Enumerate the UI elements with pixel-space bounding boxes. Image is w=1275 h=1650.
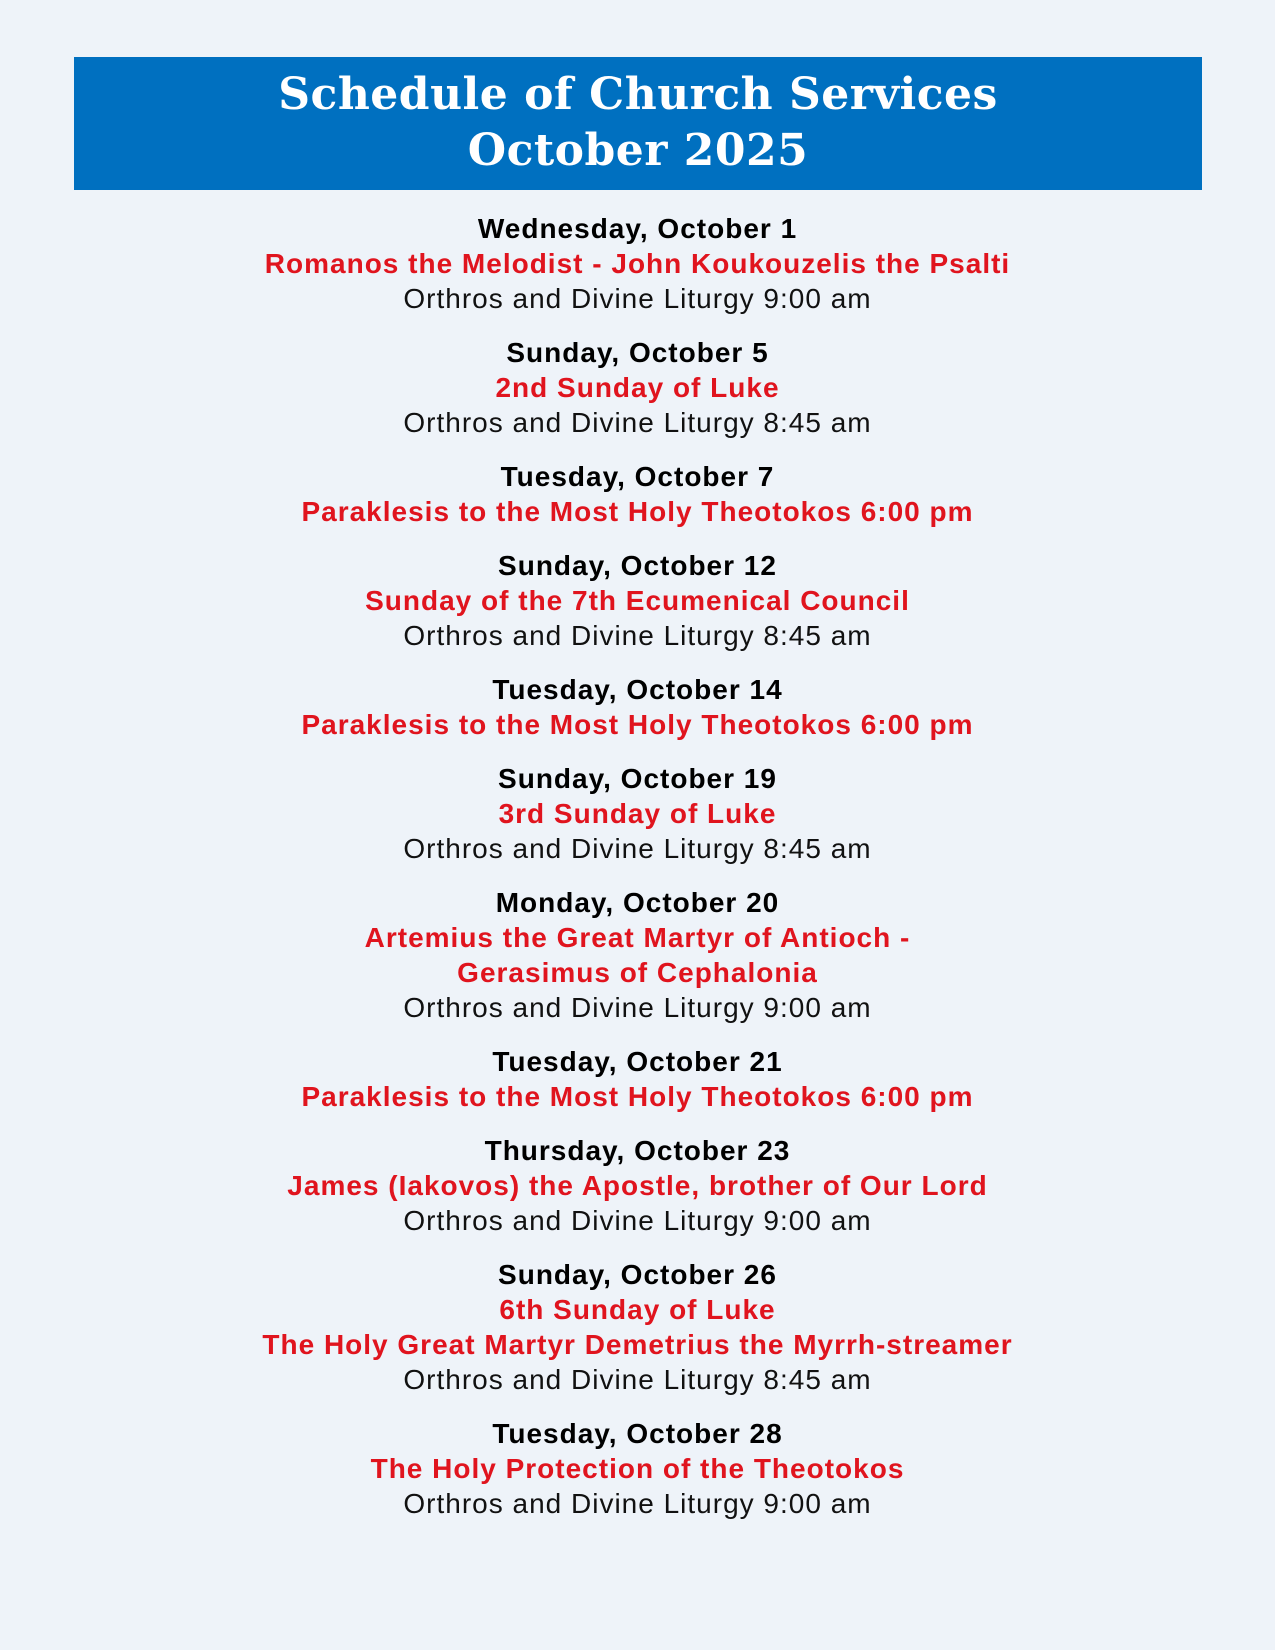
entry-date: Thursday, October 23 <box>484 1135 791 1166</box>
entry-service-time: Orthros and Divine Liturgy 8:45 am <box>403 1364 872 1395</box>
header-banner <box>74 57 1202 190</box>
entry-date: Sunday, October 5 <box>506 337 769 368</box>
entry-service-time: Orthros and Divine Liturgy 9:00 am <box>403 1205 872 1236</box>
entry-date: Monday, October 20 <box>495 887 780 918</box>
entry-feast: 2nd Sunday of Luke <box>495 372 780 403</box>
entry-service-time: Orthros and Divine Liturgy 8:45 am <box>403 833 872 864</box>
entry-date: Tuesday, October 28 <box>492 1418 783 1449</box>
entry-service-time: Orthros and Divine Liturgy 8:45 am <box>403 620 872 651</box>
schedule-entry <box>0 1044 1275 1114</box>
schedule-entry <box>0 761 1275 866</box>
entry-feast: Sunday of the 7th Ecumenical Council <box>365 585 910 616</box>
entry-feast: Romanos the Melodist - John Koukouzelis the Psalti <box>264 248 1011 279</box>
entry-date: Tuesday, October 21 <box>492 1046 783 1077</box>
page-title: Schedule of Church Services <box>278 69 998 120</box>
entry-feast: 3rd Sunday of Luke <box>498 798 777 829</box>
entry-date: Tuesday, October 14 <box>492 674 783 705</box>
entry-service-time: Orthros and Divine Liturgy 9:00 am <box>403 992 872 1023</box>
entry-feast: Artemius the Great Martyr of Antioch - <box>364 922 911 953</box>
entry-date: Tuesday, October 7 <box>500 461 775 492</box>
schedule-entry <box>0 885 1275 1025</box>
schedule-entry <box>0 211 1275 316</box>
schedule-entry <box>0 1416 1275 1521</box>
entry-date: Sunday, October 26 <box>498 1259 777 1290</box>
entry-feast: Paraklesis to the Most Holy Theotokos 6:00 pm <box>301 496 974 527</box>
entry-feast: Gerasimus of Cephalonia <box>457 957 818 988</box>
entry-feast: James (Iakovos) the Apostle, brother of Our Lord <box>287 1170 988 1201</box>
schedule-entry <box>0 548 1275 653</box>
entry-service-time: Orthros and Divine Liturgy 9:00 am <box>403 1488 872 1519</box>
schedule-entry <box>0 1133 1275 1238</box>
schedule-entry <box>0 459 1275 529</box>
schedule-entry <box>0 335 1275 440</box>
entry-service-time: Orthros and Divine Liturgy 9:00 am <box>403 283 872 314</box>
schedule-entry <box>0 1257 1275 1397</box>
entry-service-time: Orthros and Divine Liturgy 8:45 am <box>403 407 872 438</box>
entry-feast: Paraklesis to the Most Holy Theotokos 6:00 pm <box>301 709 974 740</box>
page-subtitle-month: October 2025 <box>467 125 809 176</box>
entry-date: Sunday, October 12 <box>498 550 777 581</box>
entry-feast: Paraklesis to the Most Holy Theotokos 6:00 pm <box>301 1081 974 1112</box>
schedule-entry <box>0 672 1275 742</box>
service-schedule <box>0 211 1275 1540</box>
entry-feast: 6th Sunday of Luke <box>499 1294 776 1325</box>
entry-date: Wednesday, October 1 <box>477 213 798 244</box>
entry-date: Sunday, October 19 <box>498 763 777 794</box>
entry-feast: The Holy Protection of the Theotokos <box>370 1453 905 1484</box>
entry-feast: The Holy Great Martyr Demetrius the Myrrh-streamer <box>262 1329 1013 1360</box>
